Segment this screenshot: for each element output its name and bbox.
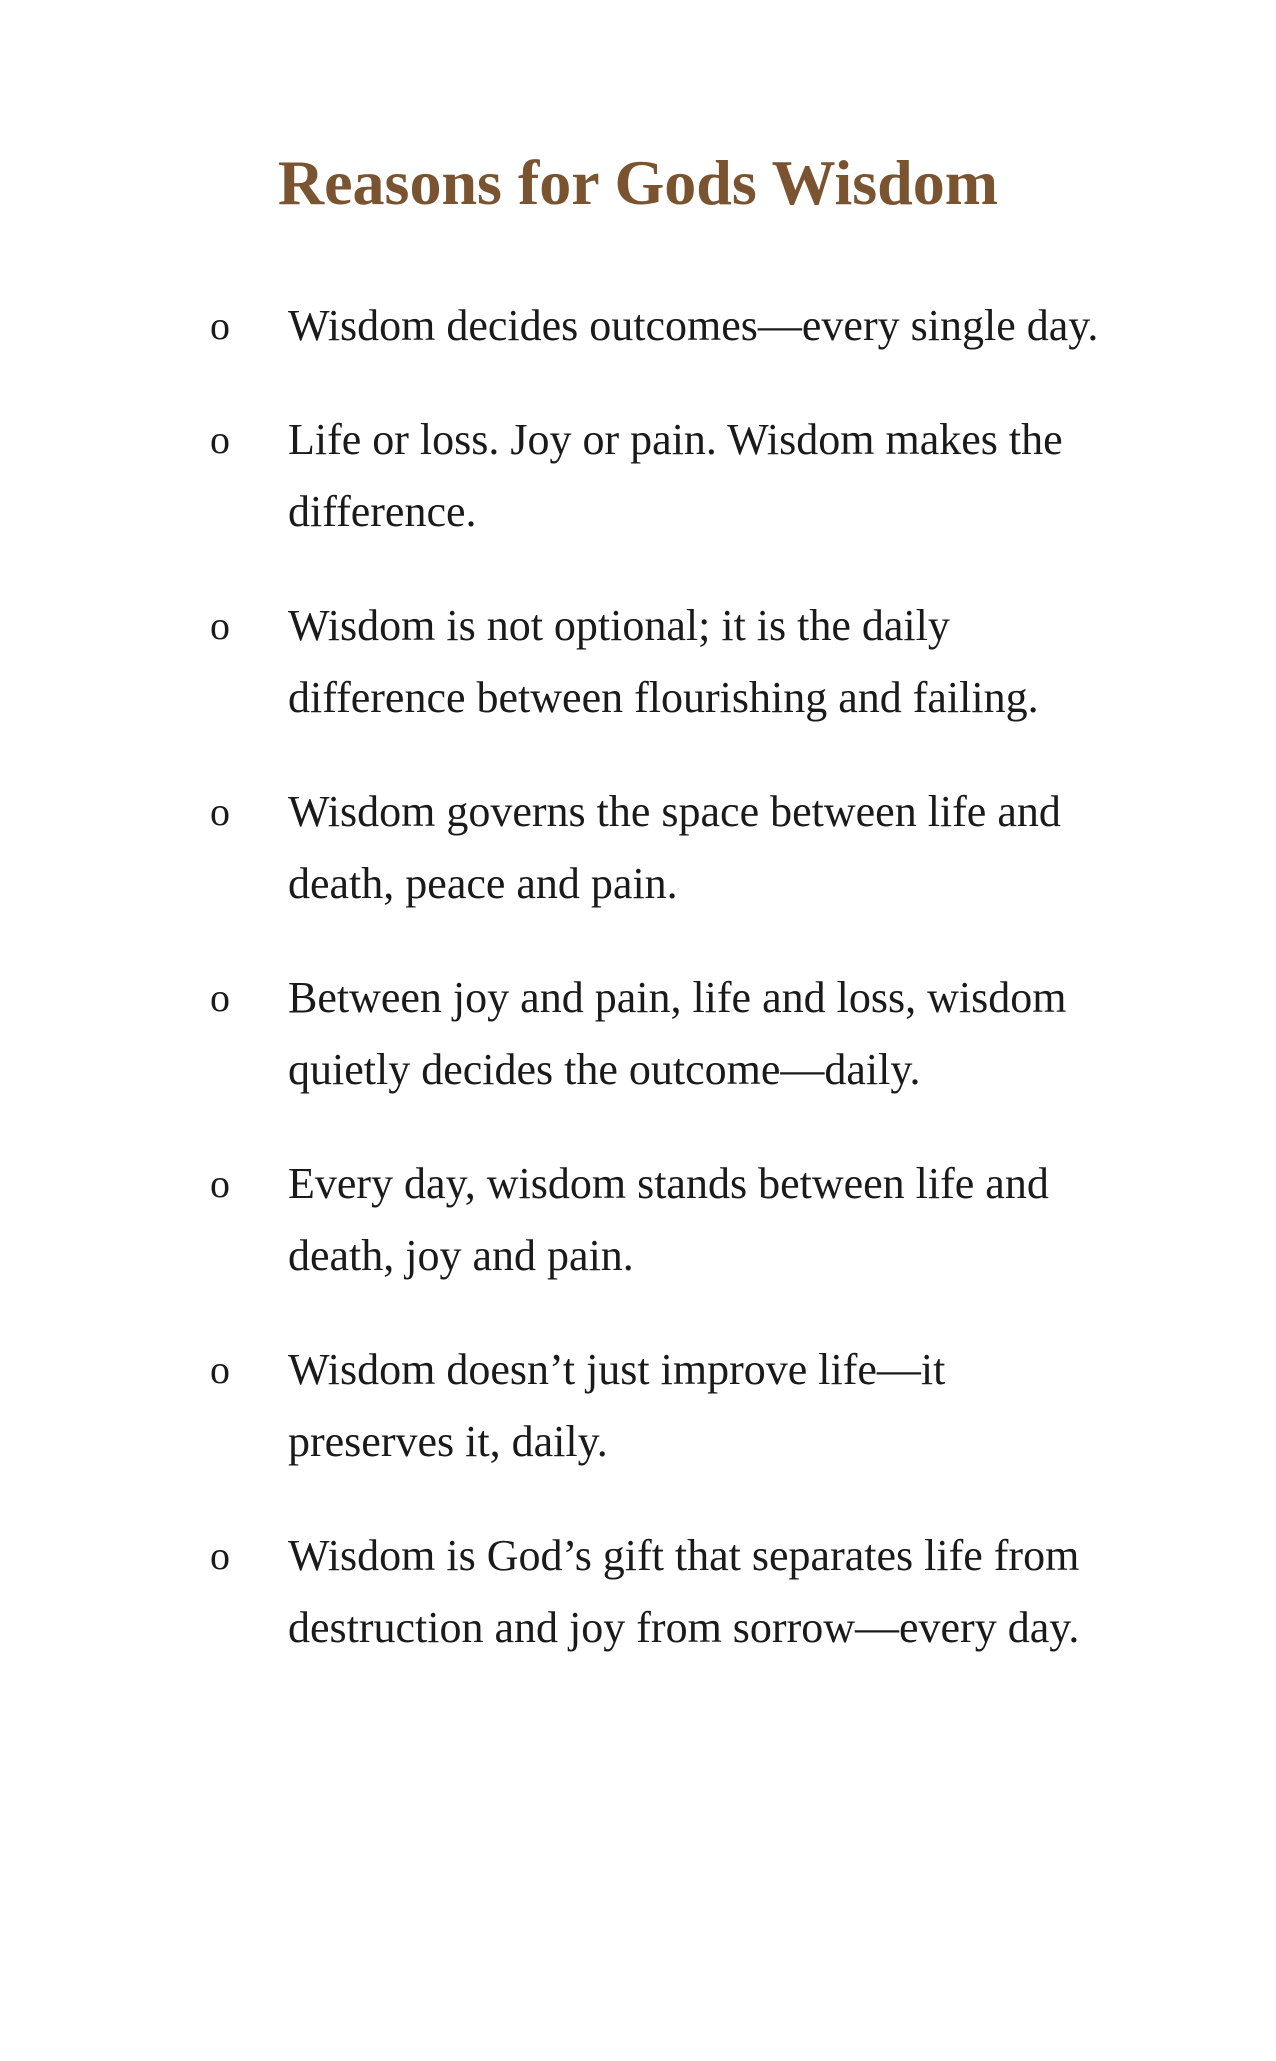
- list-item: [0, 1520, 1108, 1664]
- bullet-icon: o: [210, 789, 230, 834]
- list-item-text: Wisdom is not optional; it is the daily difference between flourishing and failing.: [288, 601, 1039, 722]
- list-item: [0, 290, 1108, 362]
- bullet-icon: o: [210, 1161, 230, 1206]
- list-item: [0, 590, 1108, 734]
- list-item-text: Wisdom doesn’t just improve life—it preserves it, daily.: [288, 1345, 946, 1466]
- page-title: Reasons for Gods Wisdom: [277, 147, 999, 218]
- list-item-text: Life or loss. Joy or pain. Wisdom makes the difference.: [288, 415, 1063, 536]
- list-item: [0, 962, 1108, 1106]
- list-item: [0, 1334, 1108, 1478]
- list-item-text: Wisdom decides outcomes—every single day.: [288, 301, 1099, 350]
- list-item: [0, 1148, 1108, 1292]
- list-item-text: Wisdom is God’s gift that separates life from destruction and joy from sorrow—every day.: [288, 1531, 1080, 1652]
- bullet-icon: o: [210, 1347, 230, 1392]
- bullet-icon: o: [210, 417, 230, 462]
- bullet-icon: o: [210, 1533, 230, 1578]
- list-item: [0, 776, 1108, 920]
- list-item-text: Every day, wisdom stands between life and death, joy and pain.: [288, 1159, 1049, 1280]
- list-item-text: Wisdom governs the space between life and death, peace and pain.: [288, 787, 1061, 908]
- wisdom-reasons-list: [0, 290, 1276, 1706]
- bullet-icon: o: [210, 975, 230, 1020]
- bullet-icon: o: [210, 603, 230, 648]
- list-item-text: Between joy and pain, life and loss, wisdom quietly decides the outcome—daily.: [288, 973, 1067, 1094]
- list-item: [0, 404, 1108, 548]
- bullet-icon: o: [210, 303, 230, 348]
